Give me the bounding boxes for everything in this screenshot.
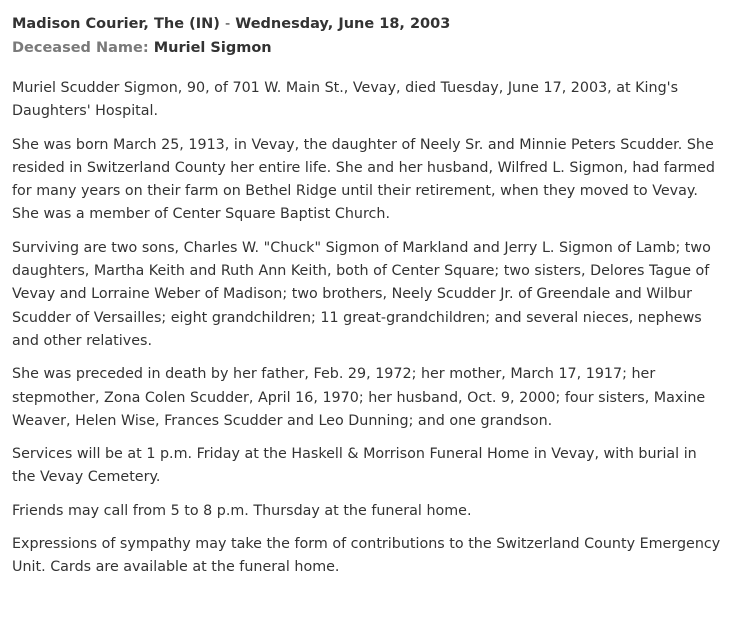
publication-name: Madison Courier, The (IN) [12, 16, 220, 32]
obituary-paragraph: Surviving are two sons, Charles W. "Chuck" Sigmon of Markland and Jerry L. Sigmon of Lamb; two daughters, Martha Keith and Ruth Ann Keith, both of Center Square; two sisters, Delores Tague of Vevay and Lorraine Weber of Madison; two brothers, Neely Scudder Jr. of Greendale and Wilbur Scudder of Versailles; eight grandchildren; 11 great-grandchildren; and several nieces, nephews and other relatives. [12, 239, 711, 349]
obituary-paragraph: Expressions of sympathy may take the form of contributions to the Switzerland County Emergency Unit. Cards are available at the funeral home. [12, 536, 721, 576]
obituary-paragraph: She was preceded in death by her father, Feb. 29, 1972; her mother, March 17, 1917; her stepmother, Zona Colen Scudder, April 16, 1970; her husband, Oct. 9, 2000; four sisters, Maxine Weaver, Helen Wise, Frances Scudder and Leo Dunning; and one grandson. [12, 366, 706, 429]
deceased-name: Muriel Sigmon [153, 40, 272, 56]
obituary-paragraph: Muriel Scudder Sigmon, 90, of 701 W. Main St., Vevay, died Tuesday, June 17, 2003, at King's Daughters' Hospital. [12, 80, 679, 120]
publication-date: Wednesday, June 18, 2003 [235, 16, 451, 32]
obituary-body [12, 77, 729, 580]
deceased-label: Deceased Name: [12, 40, 149, 56]
obituary-paragraph: Services will be at 1 p.m. Friday at the Haskell & Morrison Funeral Home in Vevay, with burial in the Vevay Cemetery. [12, 446, 697, 486]
header-separator: - [224, 16, 231, 32]
publication-header [12, 13, 729, 35]
deceased-name-line [12, 37, 729, 59]
obituary-paragraph: She was born March 25, 1913, in Vevay, the daughter of Neely Sr. and Minnie Peters Scudder. She resided in Switzerland County her entire life. She and her husband, Wilfred L. Sigmon, had farmed for many years on their farm on Bethel Ridge until their retirement, when they moved to Vevay. She was a member of Center Square Baptist Church. [12, 136, 716, 223]
obituary-paragraph: Friends may call from 5 to 8 p.m. Thursday at the funeral home. [12, 502, 472, 519]
